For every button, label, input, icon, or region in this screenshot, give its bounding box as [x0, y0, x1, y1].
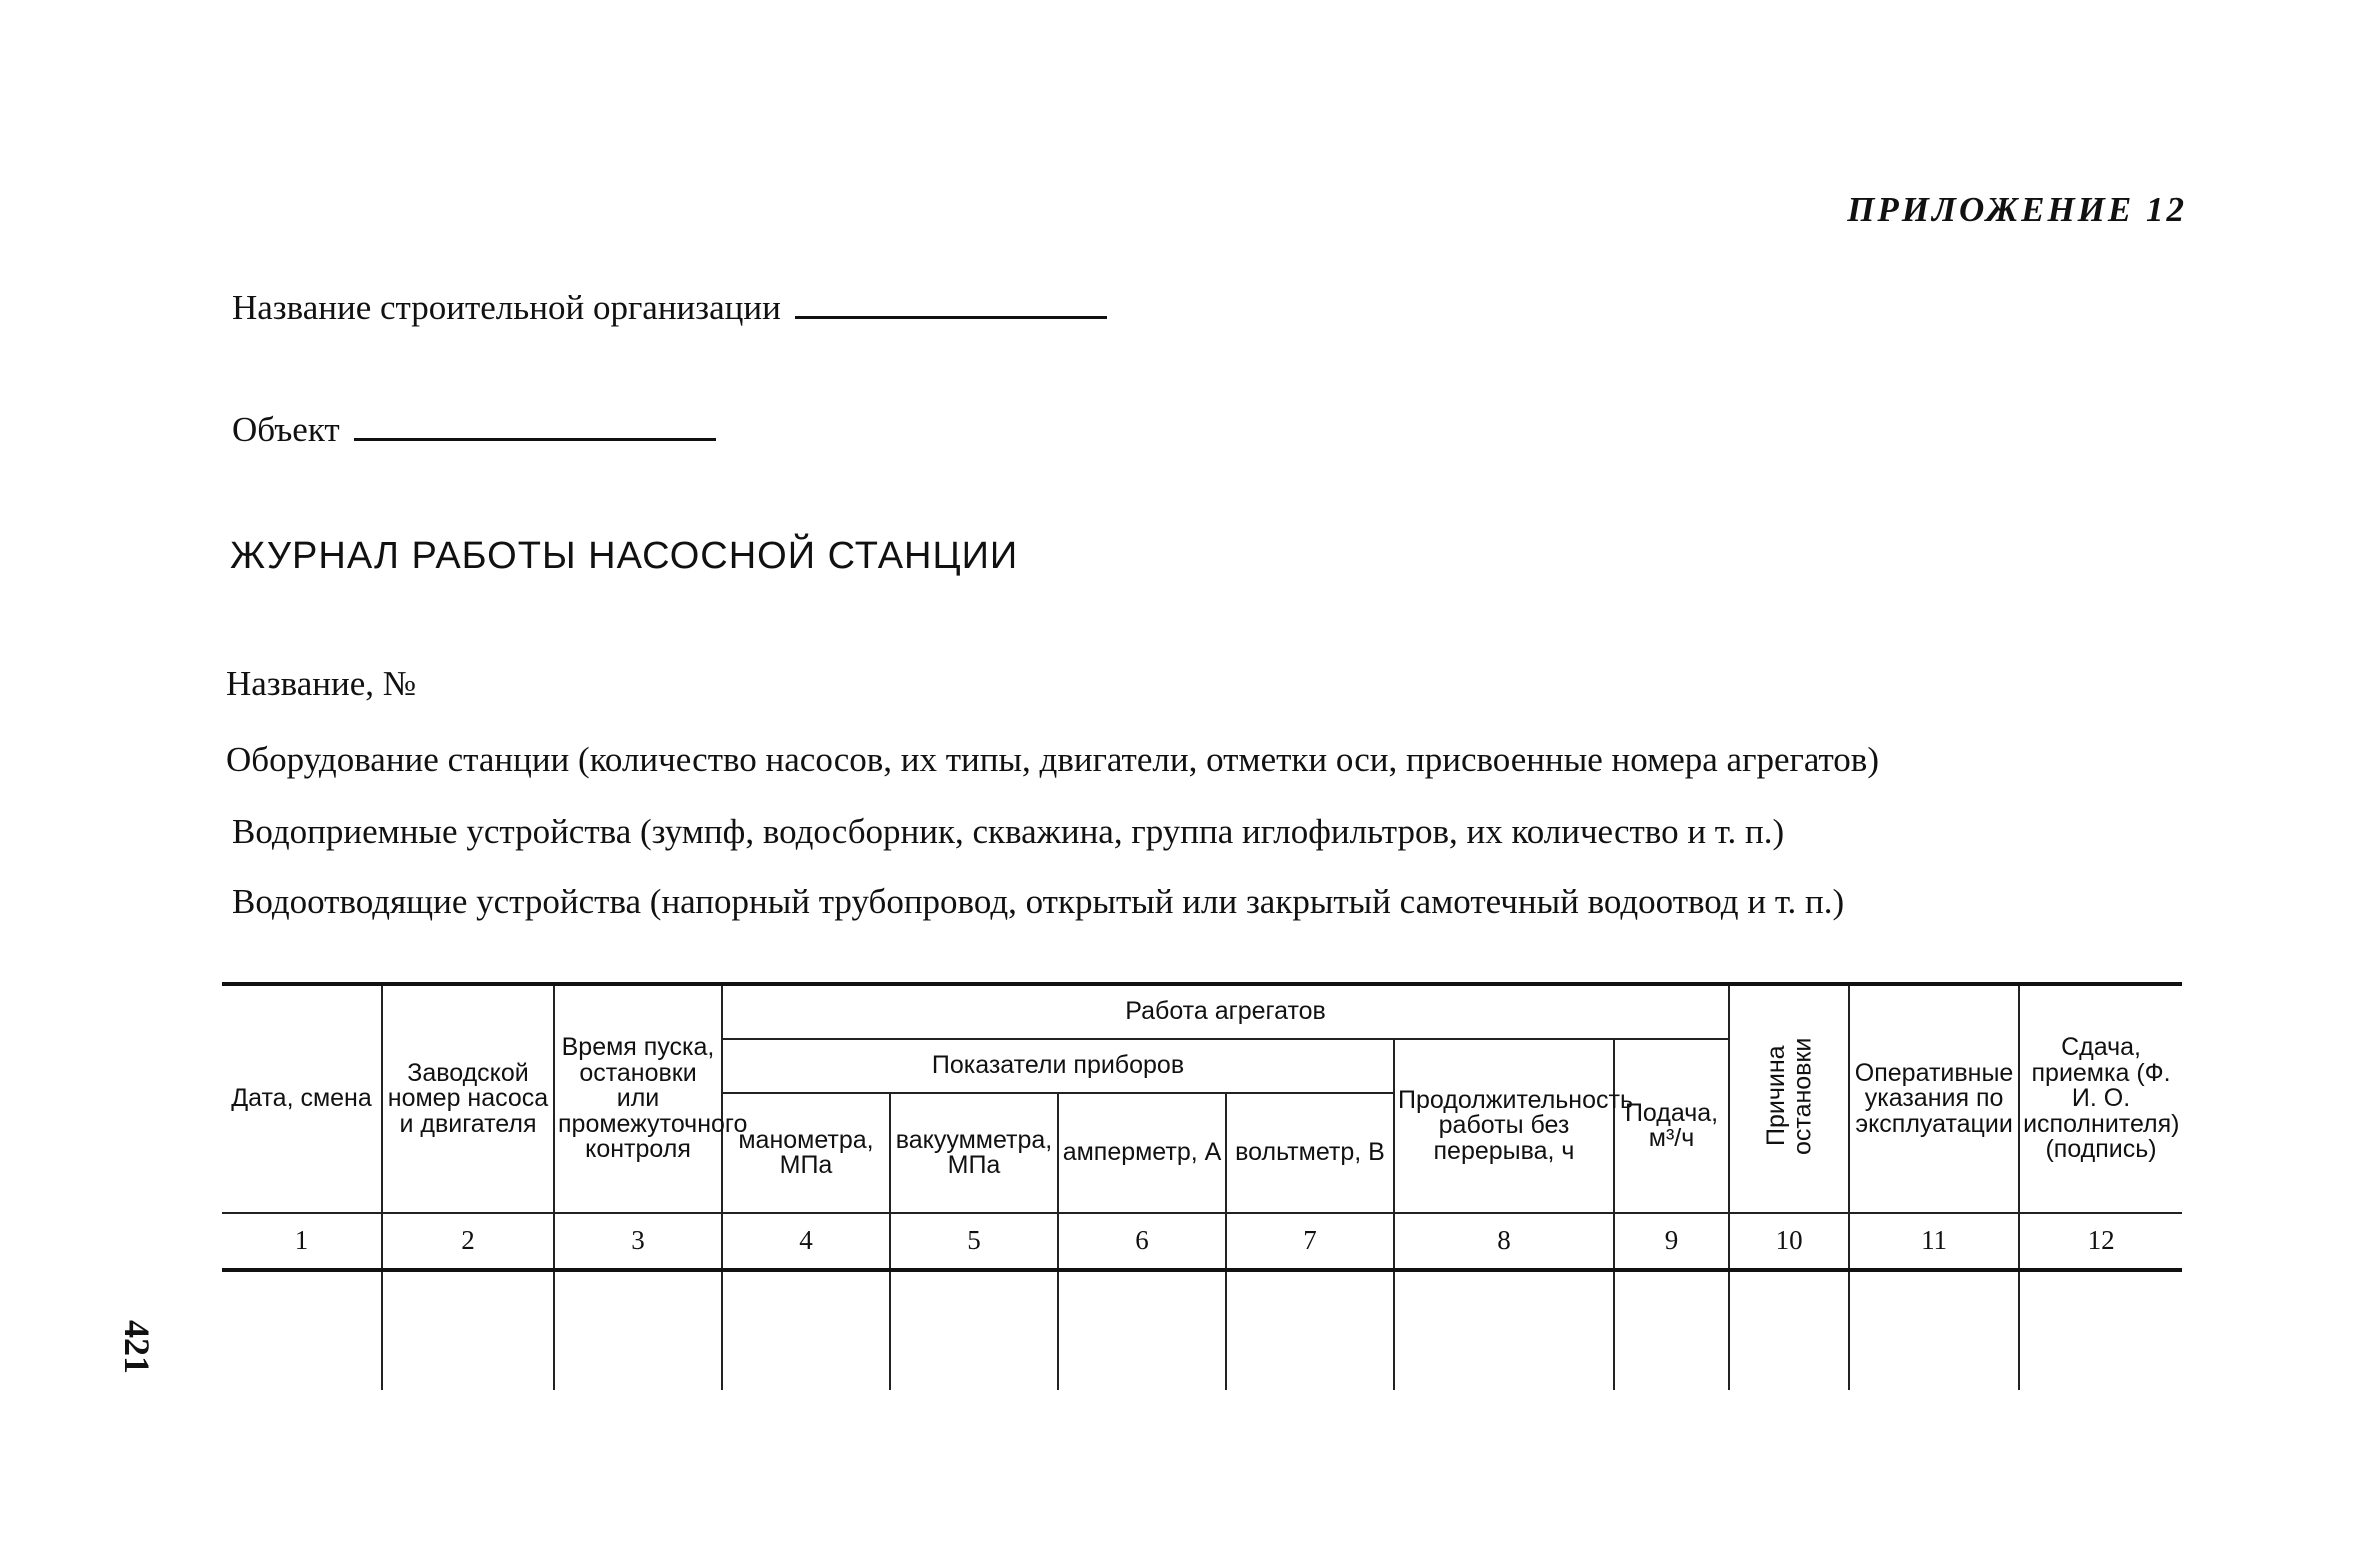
header-handover: Сдача, приемка (Ф. И. О. исполнителя) (подпись)	[2019, 984, 2182, 1213]
pump-station-journal-table	[222, 982, 2182, 1390]
object-label: Объект	[232, 410, 340, 449]
entry-cell	[1394, 1270, 1614, 1390]
entry-cell	[222, 1270, 382, 1390]
header-ammeter: амперметр, А	[1058, 1093, 1226, 1213]
column-number: 4	[722, 1213, 890, 1270]
header-serial-number: Заводской номер насоса и двигателя	[382, 984, 554, 1213]
entry-cell	[890, 1270, 1058, 1390]
entry-cell	[1058, 1270, 1226, 1390]
column-number: 8	[1394, 1213, 1614, 1270]
column-number: 11	[1849, 1213, 2019, 1270]
header-stop-reason	[1729, 984, 1849, 1213]
header-voltmeter: вольтметр, В	[1226, 1093, 1394, 1213]
column-number: 1	[222, 1213, 382, 1270]
entry-cell	[1849, 1270, 2019, 1390]
header-date: Дата, смена	[222, 984, 382, 1213]
header-time: Время пуска, остановки или промежуточного контроля	[554, 984, 722, 1213]
entry-cell	[382, 1270, 554, 1390]
appendix-heading: ПРИЛОЖЕНИЕ 12	[1847, 190, 2187, 229]
organization-field	[232, 288, 1107, 328]
header-duration: Продолжительность работы без перерыва, ч	[1394, 1039, 1614, 1213]
column-number: 9	[1614, 1213, 1729, 1270]
empty-entry-row	[222, 1270, 2182, 1390]
column-number: 2	[382, 1213, 554, 1270]
column-number: 5	[890, 1213, 1058, 1270]
entry-cell	[2019, 1270, 2182, 1390]
header-instructions: Оперативные указания по эксплуатации	[1849, 984, 2019, 1213]
equipment-line: Оборудование станции (количество насосов, их типы, двигатели, отметки оси, присвоенные номера агрегатов)	[226, 740, 1879, 779]
station-name-label: Название, №	[226, 664, 417, 703]
organization-blank-line	[795, 315, 1107, 319]
column-number: 6	[1058, 1213, 1226, 1270]
column-number: 7	[1226, 1213, 1394, 1270]
column-number-row	[222, 1213, 2182, 1270]
column-number: 3	[554, 1213, 722, 1270]
header-flow: Подача, м³/ч	[1614, 1039, 1729, 1213]
header-manometer: манометра, МПа	[722, 1093, 890, 1213]
entry-cell	[1226, 1270, 1394, 1390]
object-blank-line	[354, 437, 716, 441]
header-group-instruments: Показатели приборов	[722, 1039, 1394, 1093]
organization-label: Название строительной организации	[232, 288, 781, 327]
entry-cell	[554, 1270, 722, 1390]
column-number: 10	[1729, 1213, 1849, 1270]
column-number: 12	[2019, 1213, 2182, 1270]
entry-cell	[722, 1270, 890, 1390]
entry-cell	[1729, 1270, 1849, 1390]
entry-cell	[1614, 1270, 1729, 1390]
header-stop-reason-label: Причина остановки	[1761, 1037, 1817, 1155]
header-group-work: Работа агрегатов	[722, 984, 1729, 1039]
intake-line: Водоприемные устройства (зумпф, водосборник, скважина, группа иглофильтров, их количество и т. п.)	[232, 812, 1785, 851]
object-field	[232, 410, 716, 450]
document-title: ЖУРНАЛ РАБОТЫ НАСОСНОЙ СТАНЦИИ	[230, 535, 1019, 577]
page-number: 421	[117, 1320, 157, 1374]
outlet-line: Водоотводящие устройства (напорный трубопровод, открытый или закрытый самотечный водоотвод и т. п.)	[232, 882, 1845, 921]
header-vacuum-gauge: вакуумметра, МПа	[890, 1093, 1058, 1213]
